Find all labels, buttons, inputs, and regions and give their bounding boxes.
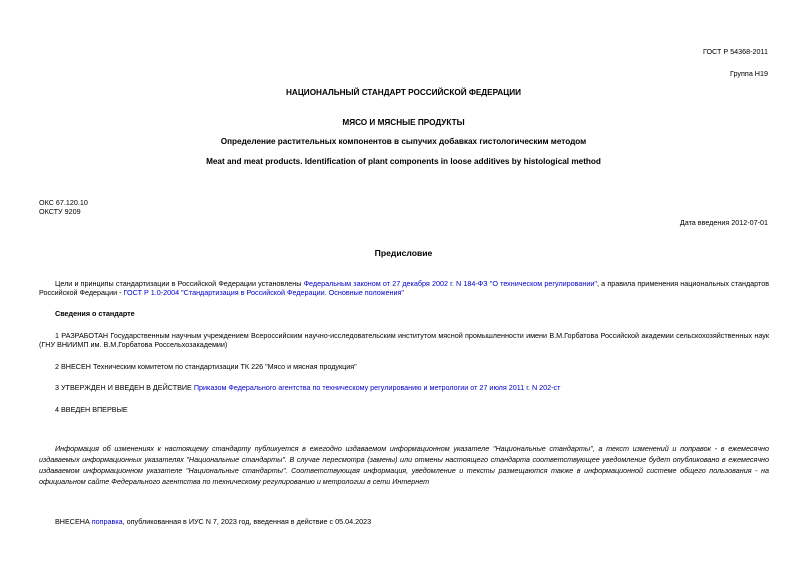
document-number: ГОСТ Р 54368-2011 bbox=[702, 47, 768, 56]
russian-title: Определение растительных компонентов в сыпучих добавках гистологическим методом bbox=[220, 137, 587, 146]
preface-heading: Предисловие bbox=[374, 248, 433, 258]
standard-info-heading: Сведения о стандарте bbox=[55, 309, 135, 318]
preface-text-1: Цели и принципы стандартизации в Российской Федерации установлены bbox=[55, 279, 304, 288]
okstu-code: ОКСТУ 9209 bbox=[39, 207, 81, 216]
change-notice: Информация об изменениях к настоящему стандарту публикуется в ежегодно издаваемом информационном указателе "Национальные стандарты", а текст изменений и поправок - в ежемесячно издаваемых информационных указателях "Национальные стандарты". В случае пересмотра (замены) или отмены настоящего стандарта соответствующее уведомление будет опубликовано в ежемесячно издаваемом информационном указателе "Национальные стандарты". Соответствующая информация, уведомление и тексты размещаются также в информационной системе общего пользования - на официальном сайте Федерального агентства по техническому регулированию и метрологии в сети Интернет bbox=[39, 444, 769, 487]
order-link[interactable]: Приказом Федерального агентства по техническому регулированию и метрологии от 27 июля 2011 г. N 202-ст bbox=[193, 383, 561, 392]
preface-text-2: , а правила применения национальных стандартов Российской Федерации - bbox=[39, 279, 770, 297]
item-developed-by: 1 РАЗРАБОТАН Государственным научным учреждением Всероссийским научно-исследовательским институтом мясной промышленности имени В.М.Горбатова Российской академии сельскохозяйственных наук (ГНУ ВНИИМП им. В.М.Горбатова Россельхозакадемии) bbox=[39, 331, 769, 349]
item-first-introduced: 4 ВВЕДЕН ВПЕРВЫЕ bbox=[55, 405, 128, 414]
item-submitted-by: 2 ВНЕСЕН Техническим комитетом по стандартизации ТК 226 "Мясо и мясная продукция" bbox=[55, 362, 357, 371]
amendment-text-1: ВНЕСЕНА bbox=[55, 517, 92, 526]
federal-law-link[interactable]: Федеральным законом от 27 декабря 2002 г. N 184-ФЗ "О техническом регулировании" bbox=[303, 279, 597, 288]
preface-paragraph bbox=[39, 279, 769, 297]
item-approved bbox=[55, 383, 560, 392]
national-standard-heading: НАЦИОНАЛЬНЫЙ СТАНДАРТ РОССИЙСКОЙ ФЕДЕРАЦИИ bbox=[286, 88, 521, 97]
item-approved-text: 3 УТВЕРЖДЕН И ВВЕДЕН В ДЕЙСТВИЕ bbox=[55, 383, 194, 392]
gost-r-1-0-link[interactable]: ГОСТ Р 1.0-2004 "Стандартизация в Российской Федерации. Основные положения" bbox=[123, 288, 404, 297]
oks-code: ОКС 67.120.10 bbox=[39, 198, 88, 207]
english-title: Meat and meat products. Identification of plant components in loose additives by histological method bbox=[206, 157, 601, 166]
amendment-link[interactable]: поправка bbox=[91, 517, 123, 526]
amendment-text-2: , опубликованная в ИУС N 7, 2023 год, введенная в действие с 05.04.2023 bbox=[122, 517, 372, 526]
standard-subject: МЯСО И МЯСНЫЕ ПРОДУКТЫ bbox=[342, 118, 465, 127]
introduction-date: Дата введения 2012-07-01 bbox=[679, 218, 768, 227]
amendment-note bbox=[55, 517, 371, 526]
group-code: Группа Н19 bbox=[730, 69, 768, 78]
